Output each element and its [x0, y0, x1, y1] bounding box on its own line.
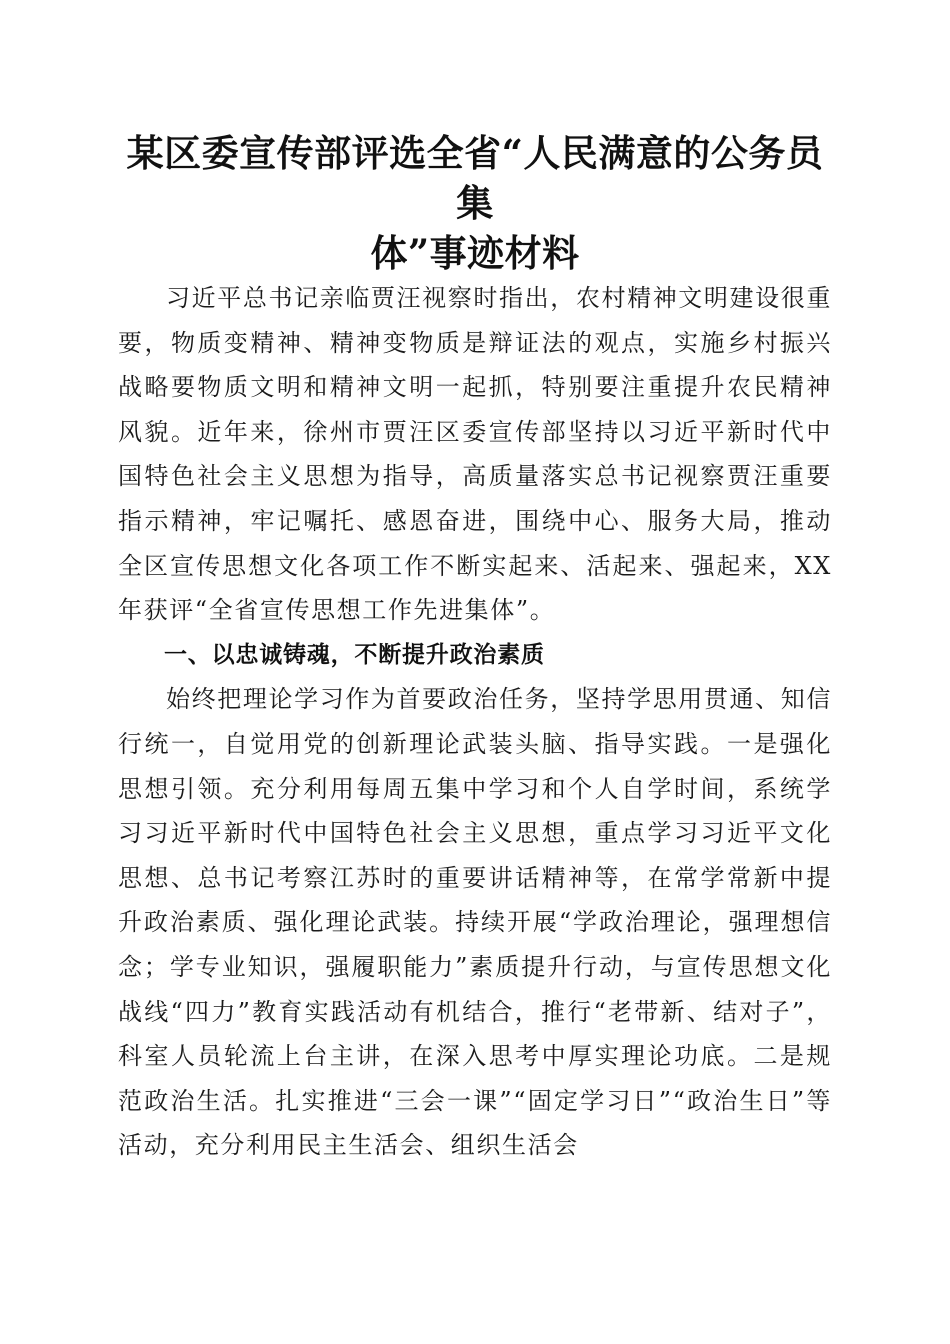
title-line-2: 体”事迹材料 — [370, 231, 580, 275]
intro-paragraph: 习近平总书记亲临贾汪视察时指出，农村精神文明建设很重要，物质变精神、精神变物质是辩证法的观点，实施乡村振兴战略要物质文明和精神文明一起抓，特别要注重提升农民精神风貌。近年来，徐州市贾汪区委宣传部坚持以习近平新时代中国特色社会主义思想为指导，高质量落实总书记视察贾汪重要指示精神，牢记嘱托、感恩奋进，围绕中心、服务大局，推动全区宣传思想文化各项工作不断实起来、活起来、强起来，XX年获评“全省宣传思想工作先进集体”。 — [118, 284, 832, 625]
title-line-1: 某区委宣传部评选全省“人民满意的公务员集 — [126, 131, 824, 225]
document-body — [118, 276, 832, 1168]
document-title — [118, 128, 832, 278]
section-heading-1: 一、以忠诚铸魂，不断提升政治素质 — [164, 641, 545, 668]
section-1-paragraph: 始终把理论学习作为首要政治任务，坚持学思用贯通、知信行统一，自觉用党的创新理论武装头脑、指导实践。一是强化思想引领。充分利用每周五集中学习和个人自学时间，系统学习习近平新时代中国特色社会主义思想，重点学习习近平文化思想、总书记考察江苏时的重要讲话精神等，在常学常新中提升政治素质、强化理论武装。持续开展“学政治理论，强理想信念；学专业知识，强履职能力”素质提升行动，与宣传思想文化战线“四力”教育实践活动有机结合，推行“老带新、结对子”，科室人员轮流上台主讲，在深入思考中厚实理论功底。二是规范政治生活。扎实推进“三会一课”“固定学习日”“政治生日”等活动，充分利用民主生活会、组织生活会 — [118, 685, 832, 1160]
